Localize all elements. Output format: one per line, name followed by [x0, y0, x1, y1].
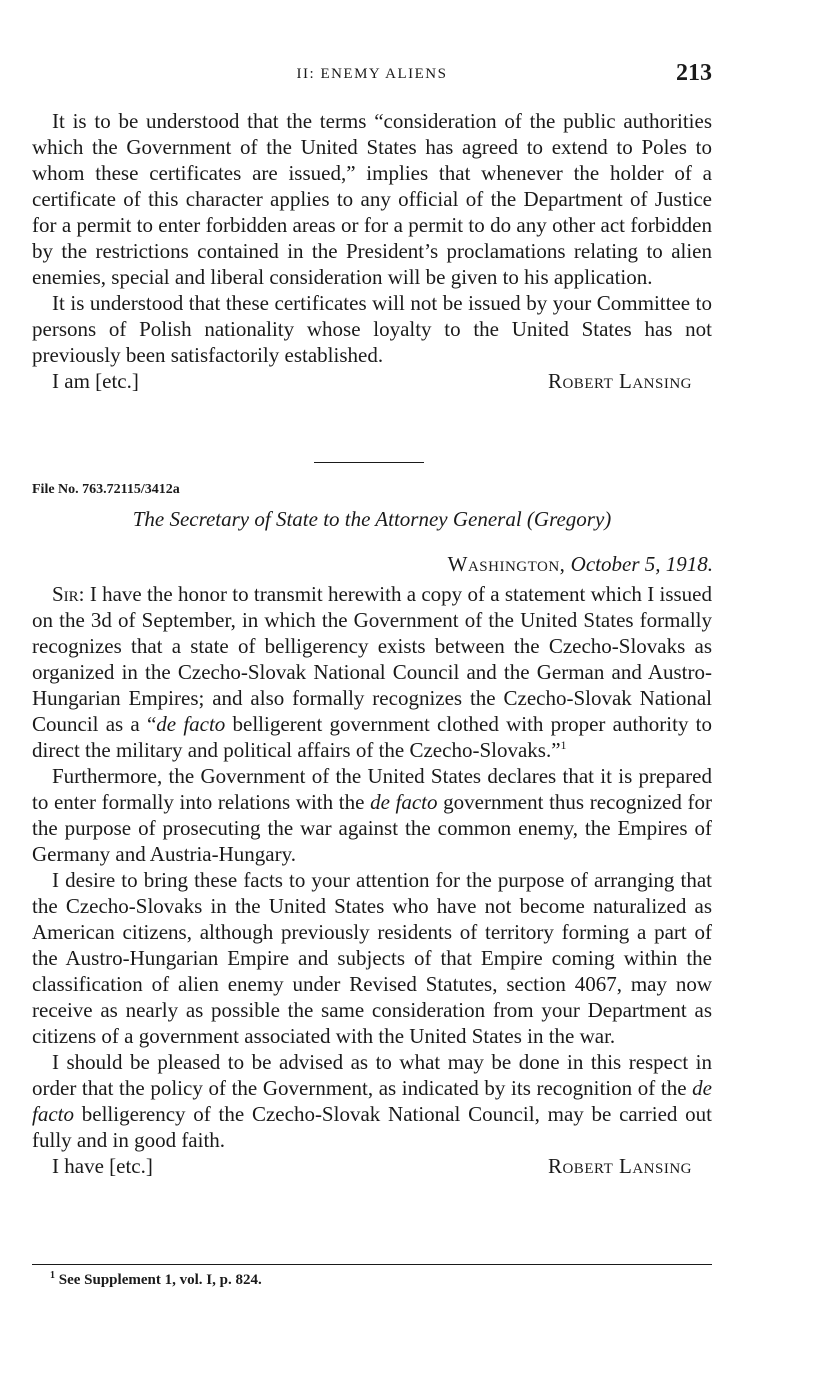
letter-2-signature-line	[32, 1153, 712, 1179]
letter-2-body	[32, 581, 712, 1179]
dateline-place: Washington,	[447, 552, 566, 576]
section-divider	[314, 462, 424, 463]
letter-2-paragraph-2-tail: government thus recognized for the purpose of prosecuting the war against the common enemy, the Empires of Germany and Austria-Hungary.	[32, 790, 712, 866]
page-header	[32, 60, 712, 94]
letter-2-paragraph-4	[32, 1049, 712, 1153]
letter-2-paragraph-3: I desire to bring these facts to your attention for the purpose of arranging that the Czecho-Slovaks in the United States who have not become naturalized as American citizens, although previously residents of territory forming a part of the Austro-Hungarian Empire and subjects of that Empire coming within the classification of alien enemy under Revised Statutes, section 4067, may now receive as nearly as possible the same consideration from your Department as citizens of a government associated with the United States in the war.	[32, 868, 712, 1048]
letter-2-paragraph-2	[32, 763, 712, 867]
letter-1-signature-line	[32, 368, 712, 394]
de-facto-term: de facto	[156, 712, 226, 736]
document-title: The Secretary of State to the Attorney General (Gregory)	[132, 507, 612, 531]
letter-2-closing: I have [etc.]	[52, 1154, 153, 1178]
letter-2-paragraph-1-text: I have the honor to transmit herewith a copy of a statement which I issued on the 3d of September, in which the Government of the United States formally recognizes that a state of belligerency exists between the Czecho-Slovaks as organized in the Czecho-Slovak National Council and the German and Austro-Hungarian Empires; and also formally recognizes the Czecho-Slovak National Council as a “	[32, 582, 713, 736]
letter-1-closing: I am [etc.]	[52, 369, 139, 393]
page-number: 213	[676, 60, 712, 86]
letter-2-paragraph-4-tail: belligerency of the Czecho-Slovak National Council, may be carried out fully and in good faith.	[32, 1102, 712, 1152]
salutation: Sir:	[52, 582, 85, 606]
file-number: File No. 763.72115/3412a	[32, 482, 180, 497]
footnote	[50, 1272, 262, 1289]
letter-1-signature: Robert Lansing	[547, 369, 692, 393]
letter-2-paragraph-2-head: Furthermore, the Government of the United States declares that it is prepared to enter formally into relations with the	[32, 764, 712, 814]
letter-1-body	[32, 108, 712, 394]
footnote-marker: 1	[50, 1270, 55, 1281]
footnote-text: See Supplement 1, vol. I, p. 824.	[58, 1272, 262, 1288]
de-facto-term: de facto	[32, 1076, 712, 1126]
footnote-reference: 1	[560, 738, 567, 752]
letter-2-signature: Robert Lansing	[547, 1154, 692, 1178]
letter-2-paragraph-1-tail: belligerent government clothed with proper authority to direct the military and political affairs of the Czecho-Slovaks.”	[32, 712, 713, 762]
letter-2-paragraph-1	[32, 581, 712, 763]
footnote-divider	[32, 1264, 712, 1265]
letter-1-paragraph-1: It is to be understood that the terms “consideration of the public authorities which the Government of the United States has agreed to extend to Poles to whom these certificates are issued,” implies that whenever the holder of a certificate of this character applies to any official of the Department of Justice for a permit to enter forbidden areas or for a permit to do any other act forbidden by the restrictions contained in the President’s proclamations relating to alien enemies, special and liberal consideration will be given to his application.	[32, 109, 712, 289]
letter-2-paragraph-4-head: I should be pleased to be advised as to what may be done in this respect in order that the policy of the Government, as indicated by its recognition of the	[32, 1050, 712, 1100]
dateline-date: October 5, 1918.	[570, 552, 713, 576]
running-head: II: ENEMY ALIENS	[296, 66, 448, 82]
letter-1-paragraph-2: It is understood that these certificates will not be issued by your Committee to persons of Polish nationality whose loyalty to the United States has not previously been satisfactorily established.	[32, 291, 712, 367]
de-facto-term: de facto	[370, 790, 438, 814]
dateline	[448, 552, 713, 577]
